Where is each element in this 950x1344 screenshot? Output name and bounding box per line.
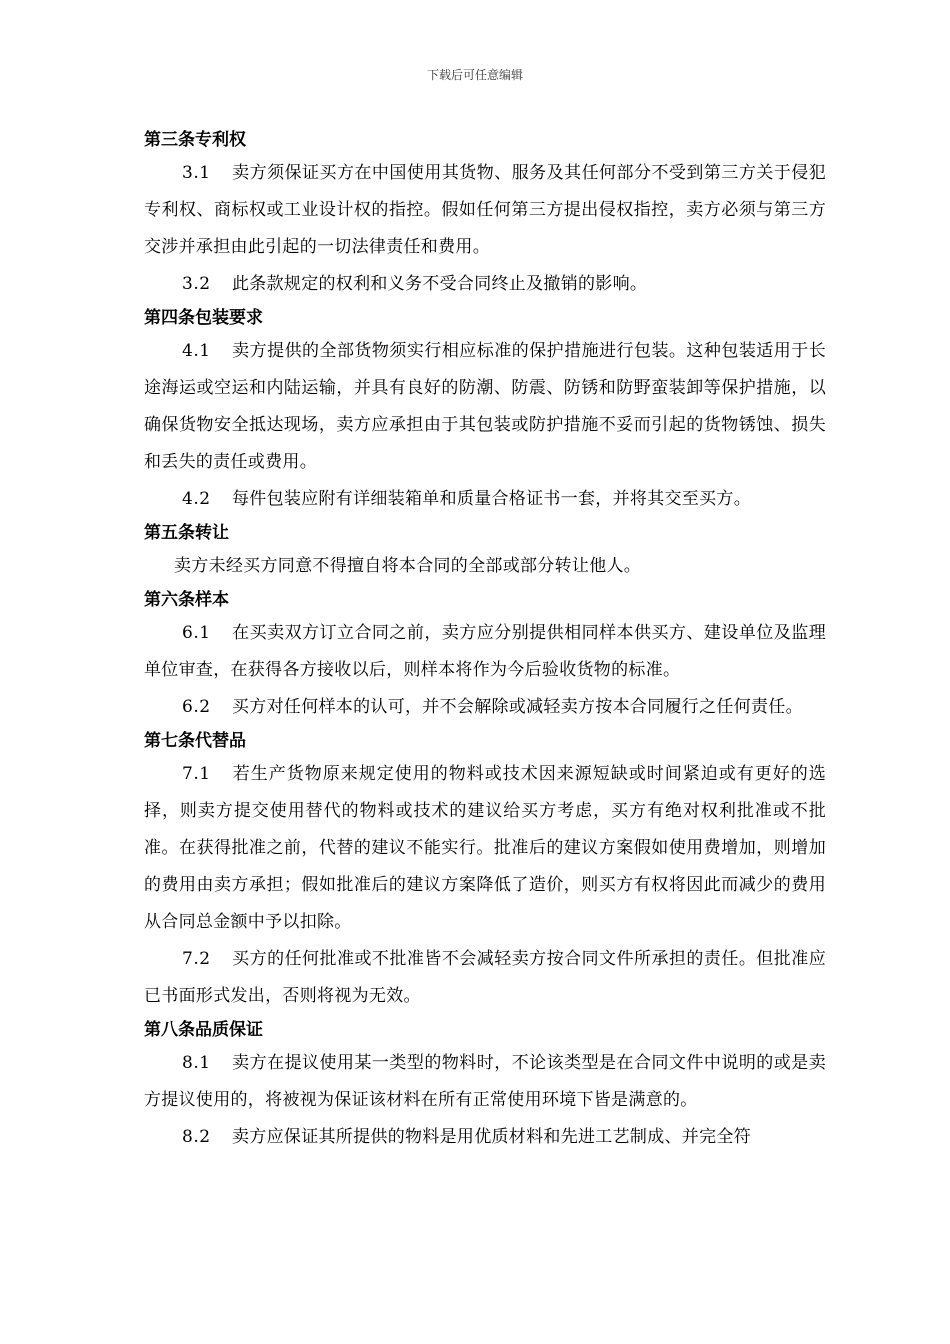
clause-text: 每件包装应附有详细装箱单和质量合格证书一套，并将其交至买方。: [232, 489, 751, 509]
clause-text: 卖方在提议使用某一类型的物料时，不论该类型是在合同文件中说明的或是卖方提议使用的，将被视为保证该材料在所有正常使用环境下皆是满意的。: [144, 1053, 826, 1110]
clause-number: 8.1: [182, 1053, 211, 1073]
clause-number: 8.2: [182, 1127, 211, 1147]
clause-text: 买方对任何样本的认可，并不会解除或减轻卖方按本合同履行之任何责任。: [232, 697, 803, 717]
section-heading: 第五条转让: [144, 523, 229, 543]
section-heading: 第七条代替品: [144, 731, 246, 751]
clause-text: 若生产货物原来规定使用的物料或技术因来源短缺或时间紧迫或有更好的选择，则卖方提交使用替代的物料或技术的建议给买方考虑，买方有绝对权利批准或不批准。在获得批准之前，代替的建议不能实行。批准后的建议方案假如使用费增加，则增加的费用由卖方承担；假如批准后的建议方案降低了造价，则买方有权将因此而减少的费用从合同总金额中予以扣除。: [144, 764, 826, 932]
section-heading: 第六条样本: [144, 590, 229, 610]
clause-number: 3.1: [182, 163, 211, 183]
paragraph: [144, 615, 826, 689]
paragraph: [144, 548, 826, 585]
paragraph: [144, 689, 826, 726]
clause-text: 买方的任何批准或不批准皆不会减轻卖方按合同文件所承担的责任。但批准应已书面形式发出，否则将视为无效。: [144, 949, 826, 1006]
clause-number: 6.1: [182, 623, 211, 643]
paragraph: [144, 1045, 826, 1119]
clause-number: 4.2: [182, 489, 211, 509]
paragraph: [144, 333, 826, 481]
clause-number: 4.1: [182, 341, 211, 361]
clause-text: 在买卖双方订立合同之前，卖方应分别提供相同样本供买方、建设单位及监理单位审查，在获得各方接收以后，则样本将作为今后验收货物的标准。: [144, 623, 826, 680]
clause-text: 此条款规定的权利和义务不受合同终止及撤销的影响。: [232, 274, 648, 294]
clause-number: 7.2: [182, 949, 211, 969]
clause-number: 7.1: [182, 764, 211, 784]
clause-text: 卖方未经买方同意不得擅自将本合同的全部或部分转让他人。: [174, 556, 642, 576]
paragraph: [144, 155, 826, 266]
clause-number: 6.2: [182, 697, 211, 717]
paragraph: [144, 266, 826, 303]
section-heading: 第三条专利权: [144, 130, 246, 150]
paragraph: [144, 756, 826, 941]
section-heading: 第四条包装要求: [144, 308, 263, 328]
document-body: [144, 125, 826, 1156]
paragraph: [144, 481, 826, 518]
page-header: 下载后可任意编辑: [426, 68, 523, 82]
clause-number: 3.2: [182, 274, 211, 294]
paragraph: [144, 941, 826, 1015]
clause-text: 卖方须保证买方在中国使用其货物、服务及其任何部分不受到第三方关于侵犯专利权、商标权或工业设计权的指控。假如任何第三方提出侵权指控，卖方必须与第三方交涉并承担由此引起的一切法律责任和费用。: [144, 163, 826, 257]
section-heading: 第八条品质保证: [144, 1020, 263, 1040]
clause-text: 卖方应保证其所提供的物料是用优质材料和先进工艺制成、并完全符: [232, 1127, 751, 1147]
clause-text: 卖方提供的全部货物须实行相应标准的保护措施进行包装。这种包装适用于长途海运或空运和内陆运输，并具有良好的防潮、防震、防锈和防野蛮装卸等保护措施，以确保货物安全抵达现场，卖方应承担由于其包装或防护措施不妥而引起的货物锈蚀、损失和丢失的责任或费用。: [144, 341, 826, 472]
paragraph: [144, 1119, 826, 1156]
